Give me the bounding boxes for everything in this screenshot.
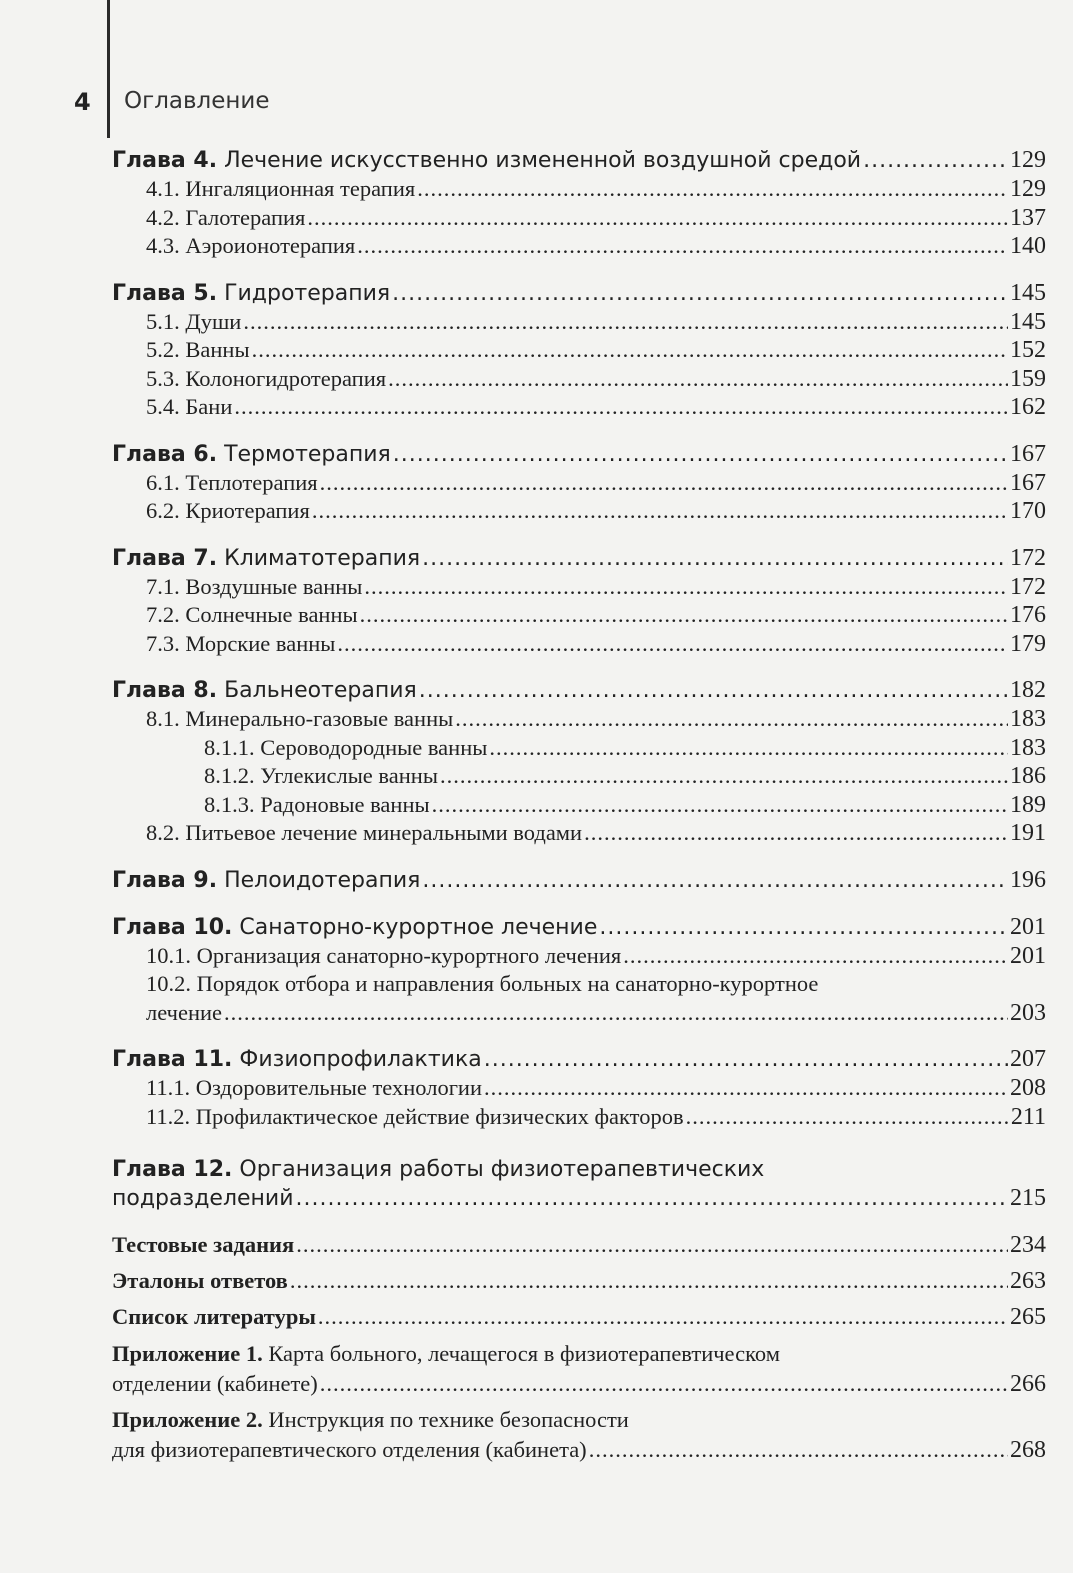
dot-leader — [623, 942, 1008, 971]
toc-back-entry — [112, 1263, 1046, 1299]
page-ref: 159 — [1010, 365, 1046, 392]
item-title: 4.3. Аэроионотерапия — [146, 233, 356, 258]
toc-chapter-11 — [112, 1045, 1046, 1131]
page-ref: 207 — [1010, 1046, 1046, 1072]
dot-leader — [484, 1045, 1008, 1074]
chapter-title-line-1: Организация работы физиотерапевтических — [239, 1157, 765, 1182]
toc-item — [112, 630, 1046, 659]
toc-item — [112, 573, 1046, 602]
dot-leader — [337, 630, 1008, 659]
dot-leader — [307, 204, 1008, 233]
item-title-line-2: лечение — [146, 999, 223, 1025]
chapter-title-line-2: подразделений — [112, 1186, 294, 1211]
toc-item — [112, 393, 1046, 422]
toc-item — [112, 1074, 1046, 1103]
dot-leader — [489, 734, 1008, 763]
page-number: 4 — [74, 88, 91, 116]
toc-appendix-1-line-2 — [112, 1369, 1046, 1399]
item-title: 7.2. Солнечные ванны — [146, 602, 358, 627]
page-ref: 265 — [1010, 1304, 1046, 1330]
appendix-number: Приложение 2. — [112, 1407, 263, 1432]
page-ref: 176 — [1010, 602, 1046, 628]
item-title: 8.1.2. Углекислые ванны — [204, 763, 438, 788]
page-ref: 167 — [1010, 469, 1046, 496]
toc-chapter-7 — [112, 544, 1046, 659]
item-title-line-1: 10.2. Порядок отбора и направления больных на санаторно-курортное — [146, 971, 819, 996]
chapter-number: Глава 6. — [112, 441, 218, 467]
toc-chapter-entry — [112, 440, 1046, 469]
toc-chapter-entry — [112, 279, 1046, 308]
chapter-number: Глава 7. — [112, 545, 218, 571]
page-ref: 211 — [1010, 1103, 1046, 1130]
page-ref: 234 — [1010, 1232, 1046, 1258]
dot-leader — [686, 1103, 1009, 1132]
dot-leader — [388, 365, 1008, 394]
dot-leader — [312, 497, 1008, 526]
toc-item — [112, 1103, 1046, 1132]
dot-leader — [393, 440, 1008, 469]
toc-item — [112, 497, 1046, 526]
dot-leader — [320, 469, 1008, 498]
page-ref: 201 — [1010, 913, 1046, 940]
appendix-title-line-1: Инструкция по технике безопасности — [268, 1407, 629, 1432]
dot-leader — [440, 762, 1008, 791]
page-ref: 172 — [1010, 544, 1046, 571]
toc-chapter-4 — [112, 146, 1046, 261]
toc-chapter-9 — [112, 866, 1046, 895]
dot-leader — [584, 819, 1008, 848]
page-ref: 140 — [1010, 233, 1046, 259]
toc-item-multiline — [112, 970, 1046, 999]
dot-leader — [252, 336, 1008, 365]
page-ref: 152 — [1010, 337, 1046, 363]
header-rule — [107, 0, 110, 138]
dot-leader — [296, 1227, 1008, 1263]
toc-item — [112, 308, 1046, 337]
page-ref: 189 — [1010, 791, 1046, 818]
dot-leader — [422, 866, 1008, 895]
dot-leader — [863, 146, 1008, 175]
page-ref: 129 — [1010, 176, 1046, 202]
page-ref: 167 — [1010, 440, 1046, 467]
toc-item — [112, 705, 1046, 734]
page-ref: 208 — [1010, 1075, 1046, 1101]
page-ref: 145 — [1010, 308, 1046, 335]
page-ref: 183 — [1010, 734, 1046, 761]
toc-item — [112, 819, 1046, 848]
toc-item — [112, 204, 1046, 233]
item-title: 4.1. Ингаляционная терапия — [146, 176, 416, 201]
dot-leader — [417, 175, 1008, 204]
item-title: 7.3. Морские ванны — [146, 630, 336, 656]
entry-title: Тестовые задания — [112, 1232, 295, 1257]
item-title: 7.1. Воздушные ванны — [146, 573, 363, 599]
toc-back-matter — [112, 1227, 1046, 1465]
chapter-title: Пелоидотерапия — [224, 867, 421, 893]
item-title: 8.1. Минерально-газовые ванны — [146, 706, 454, 731]
toc-item — [112, 336, 1046, 365]
toc-chapter-entry — [112, 146, 1046, 175]
item-title: 4.2. Галотерапия — [146, 204, 306, 230]
chapter-title: Физиопрофилактика — [239, 1047, 482, 1072]
page-title: Оглавление — [124, 88, 270, 114]
item-title: 6.1. Теплотерапия — [146, 469, 318, 495]
dot-leader — [318, 1299, 1008, 1335]
dot-leader — [432, 791, 1008, 820]
chapter-title: Термотерапия — [224, 441, 391, 467]
chapter-title: Климатотерапия — [224, 545, 421, 571]
appendix-title-line-2: для физиотерапевтического отделения (кабинета) — [112, 1437, 587, 1462]
chapter-number: Глава 10. — [112, 914, 233, 940]
dot-leader — [589, 1435, 1008, 1465]
toc-chapter-12 — [112, 1155, 1046, 1213]
page-ref: 266 — [1010, 1371, 1046, 1397]
item-title: 5.2. Ванны — [146, 337, 250, 362]
item-title: 8.1.3. Радоновые ванны — [204, 791, 430, 817]
dot-leader — [599, 913, 1008, 942]
toc-appendix-2-line-2 — [112, 1435, 1046, 1465]
chapter-number: Глава 9. — [112, 867, 218, 893]
item-title: 10.1. Организация санаторно-курортного лечения — [146, 942, 622, 968]
toc-item — [112, 791, 1046, 820]
dot-leader — [392, 279, 1008, 308]
appendix-title-line-1: Карта больного, лечащегося в физиотерапевтическом — [268, 1341, 780, 1366]
page-ref: 268 — [1010, 1437, 1046, 1463]
toc-item — [112, 232, 1046, 261]
dot-leader — [364, 573, 1008, 602]
toc-item — [112, 734, 1046, 763]
toc-appendix-1-line-1 — [112, 1339, 1046, 1369]
dot-leader — [419, 676, 1008, 705]
toc-back-entry — [112, 1227, 1046, 1263]
page-ref: 129 — [1010, 147, 1046, 173]
dot-leader — [224, 999, 1008, 1028]
dot-leader — [360, 601, 1008, 630]
chapter-number: Глава 11. — [112, 1047, 233, 1072]
toc-chapter-entry-line-2 — [112, 1184, 1046, 1213]
toc-chapter-10 — [112, 913, 1046, 1028]
table-of-contents — [112, 146, 1046, 1465]
appendix-number: Приложение 1. — [112, 1341, 263, 1366]
chapter-title: Гидротерапия — [224, 280, 391, 306]
dot-leader — [234, 393, 1008, 422]
toc-item — [112, 601, 1046, 630]
toc-chapter-5 — [112, 279, 1046, 422]
chapter-number: Глава 5. — [112, 280, 218, 306]
page-ref: 179 — [1010, 630, 1046, 657]
toc-item — [112, 365, 1046, 394]
toc-chapter-entry — [112, 544, 1046, 573]
dot-leader — [484, 1074, 1008, 1103]
page-ref: 162 — [1010, 394, 1046, 420]
toc-item — [112, 469, 1046, 498]
item-title: 5.4. Бани — [146, 394, 233, 419]
entry-title: Эталоны ответов — [112, 1268, 288, 1293]
toc-back-entry — [112, 1299, 1046, 1335]
entry-title: Список литературы — [112, 1304, 316, 1329]
dot-leader — [243, 308, 1008, 337]
page-ref: 183 — [1010, 706, 1046, 732]
page-ref: 145 — [1010, 279, 1046, 306]
item-title: 5.1. Души — [146, 308, 242, 334]
item-title: 8.1.1. Сероводородные ванны — [204, 734, 488, 760]
page-ref: 203 — [1010, 999, 1046, 1026]
page-ref: 215 — [1010, 1185, 1046, 1211]
item-title: 5.3. Колоногидротерапия — [146, 365, 387, 391]
toc-item — [112, 762, 1046, 791]
dot-leader — [296, 1184, 1008, 1213]
toc-item-continuation — [112, 999, 1046, 1028]
toc-item — [112, 942, 1046, 971]
item-title: 6.2. Криотерапия — [146, 498, 310, 523]
dot-leader — [290, 1263, 1008, 1299]
chapter-number: Глава 4. — [112, 148, 218, 173]
chapter-title: Бальнеотерапия — [224, 678, 417, 703]
page-ref: 196 — [1010, 866, 1046, 893]
item-title: 11.1. Оздоровительные технологии — [146, 1075, 483, 1100]
item-title: 8.2. Питьевое лечение минеральными водами — [146, 820, 583, 845]
page-ref: 201 — [1010, 942, 1046, 969]
toc-item — [112, 175, 1046, 204]
page-ref: 182 — [1010, 677, 1046, 703]
dot-leader — [455, 705, 1008, 734]
appendix-title-line-2: отделении (кабинете) — [112, 1371, 318, 1396]
toc-chapter-entry — [112, 676, 1046, 705]
toc-chapter-8 — [112, 676, 1046, 848]
page-ref: 137 — [1010, 204, 1046, 231]
toc-chapter-entry-line-1 — [112, 1155, 1046, 1184]
page-ref: 186 — [1010, 763, 1046, 789]
dot-leader — [357, 232, 1008, 261]
chapter-number: Глава 12. — [112, 1157, 233, 1182]
page-ref: 170 — [1010, 498, 1046, 524]
toc-chapter-6 — [112, 440, 1046, 526]
toc-chapter-entry — [112, 866, 1046, 895]
dot-leader — [320, 1369, 1008, 1399]
page-ref: 263 — [1010, 1268, 1046, 1294]
chapter-number: Глава 8. — [112, 678, 218, 703]
page-ref: 172 — [1010, 573, 1046, 600]
chapter-title: Санаторно-курортное лечение — [239, 914, 598, 940]
toc-chapter-entry — [112, 1045, 1046, 1074]
chapter-title: Лечение искусственно измененной воздушной средой — [224, 148, 862, 173]
toc-chapter-entry — [112, 913, 1046, 942]
dot-leader — [422, 544, 1008, 573]
toc-appendix-2-line-1 — [112, 1405, 1046, 1435]
item-title: 11.2. Профилактическое действие физических факторов — [146, 1103, 684, 1129]
page-ref: 191 — [1010, 820, 1046, 846]
